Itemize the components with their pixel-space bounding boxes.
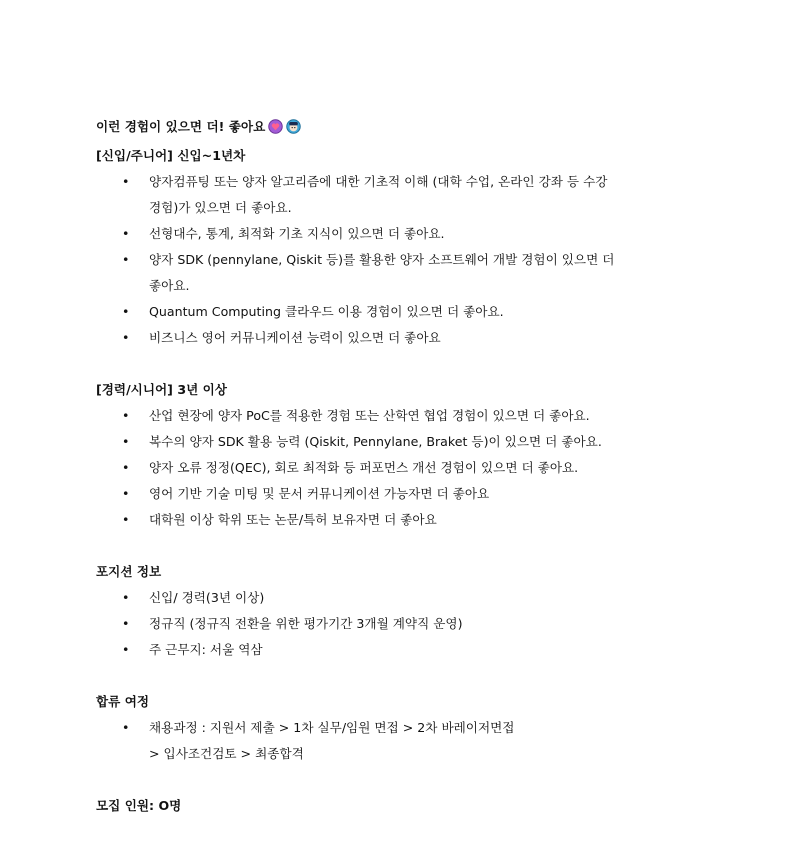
bullet-icon: • <box>122 434 130 449</box>
list-item-text: 양자 SDK (pennylane, Qiskit 등)를 활용한 양자 소프트웨어 개발 경험이 있으면 더 <box>149 252 615 267</box>
list-item-text: 정규직 (정규직 전환을 위한 평가기간 3개월 계약직 운영) <box>149 616 463 631</box>
blue-character-icon <box>286 117 301 143</box>
section-title-text: 이런 경험이 있으면 더! 좋아요 <box>96 119 266 134</box>
list-item-text: 좋아요. <box>149 278 190 293</box>
journey-list <box>96 715 696 767</box>
senior-list-item <box>96 507 696 533</box>
junior-list-item <box>96 325 696 351</box>
list-item-text: 경험)가 있으면 더 좋아요. <box>149 200 292 215</box>
junior-list <box>96 169 696 351</box>
list-item-text: 영어 기반 기술 미팅 및 문서 커뮤니케이션 가능자면 더 좋아요 <box>149 486 490 501</box>
position-heading: 포지션 정보 <box>96 564 162 579</box>
junior-list-item <box>96 247 696 299</box>
bullet-icon: • <box>122 304 130 319</box>
bullet-icon: • <box>122 616 130 631</box>
bullet-icon: • <box>122 590 130 605</box>
senior-list-item <box>96 403 696 429</box>
senior-list-item <box>96 481 696 507</box>
list-item-text: 산업 현장에 양자 PoC를 적용한 경험 또는 산학연 협업 경험이 있으면 더 좋아요. <box>149 408 590 423</box>
recruit-heading: 모집 인원: O명 <box>96 798 182 813</box>
senior-heading: [경력/시니어] 3년 이상 <box>96 382 227 397</box>
list-item-text: 선형대수, 통계, 최적화 기초 지식이 있으면 더 좋아요. <box>149 226 445 241</box>
list-item-text: Quantum Computing 클라우드 이용 경험이 있으면 더 좋아요. <box>149 304 504 319</box>
section-title <box>96 114 696 143</box>
journey-list-item <box>96 715 696 767</box>
bullet-icon: • <box>122 460 130 475</box>
purple-heart-shield-icon <box>268 117 283 143</box>
bullet-icon: • <box>122 486 130 501</box>
list-item-text: 신입/ 경력(3년 이상) <box>149 590 265 605</box>
junior-list-item <box>96 221 696 247</box>
bullet-icon: • <box>122 720 130 735</box>
junior-list-item <box>96 169 696 221</box>
position-list-item <box>96 585 696 611</box>
senior-list-item <box>96 429 696 455</box>
bullet-icon: • <box>122 408 130 423</box>
junior-list-item <box>96 299 696 325</box>
list-item-text: 주 근무지: 서울 역삼 <box>149 642 263 657</box>
list-item-text: 양자컴퓨팅 또는 양자 알고리즘에 대한 기초적 이해 (대학 수업, 온라인 강좌 등 수강 <box>149 174 608 189</box>
bullet-icon: • <box>122 252 130 267</box>
senior-list-item <box>96 455 696 481</box>
bullet-icon: • <box>122 330 130 345</box>
bullet-icon: • <box>122 642 130 657</box>
position-list <box>96 585 696 663</box>
document-body <box>96 114 696 819</box>
position-list-item <box>96 637 696 663</box>
bullet-icon: • <box>122 174 130 189</box>
journey-heading: 합류 여정 <box>96 694 150 709</box>
bullet-icon: • <box>122 226 130 241</box>
list-item-text: 비즈니스 영어 커뮤니케이션 능력이 있으면 더 좋아요 <box>149 330 441 345</box>
list-item-text: 양자 오류 정정(QEC), 회로 최적화 등 퍼포먼스 개선 경험이 있으면 더 좋아요. <box>149 460 579 475</box>
senior-list <box>96 403 696 533</box>
list-item-text: > 입사조건검토 > 최종합격 <box>149 746 304 761</box>
bullet-icon: • <box>122 512 130 527</box>
position-list-item <box>96 611 696 637</box>
junior-heading: [신입/주니어] 신입~1년차 <box>96 148 246 163</box>
list-item-text: 복수의 양자 SDK 활용 능력 (Qiskit, Pennylane, Braket 등)이 있으면 더 좋아요. <box>149 434 602 449</box>
list-item-text: 채용과정 : 지원서 제출 > 1차 실무/임원 면접 > 2차 바레이저면접 <box>149 720 515 735</box>
list-item-text: 대학원 이상 학위 또는 논문/특허 보유자면 더 좋아요 <box>149 512 437 527</box>
